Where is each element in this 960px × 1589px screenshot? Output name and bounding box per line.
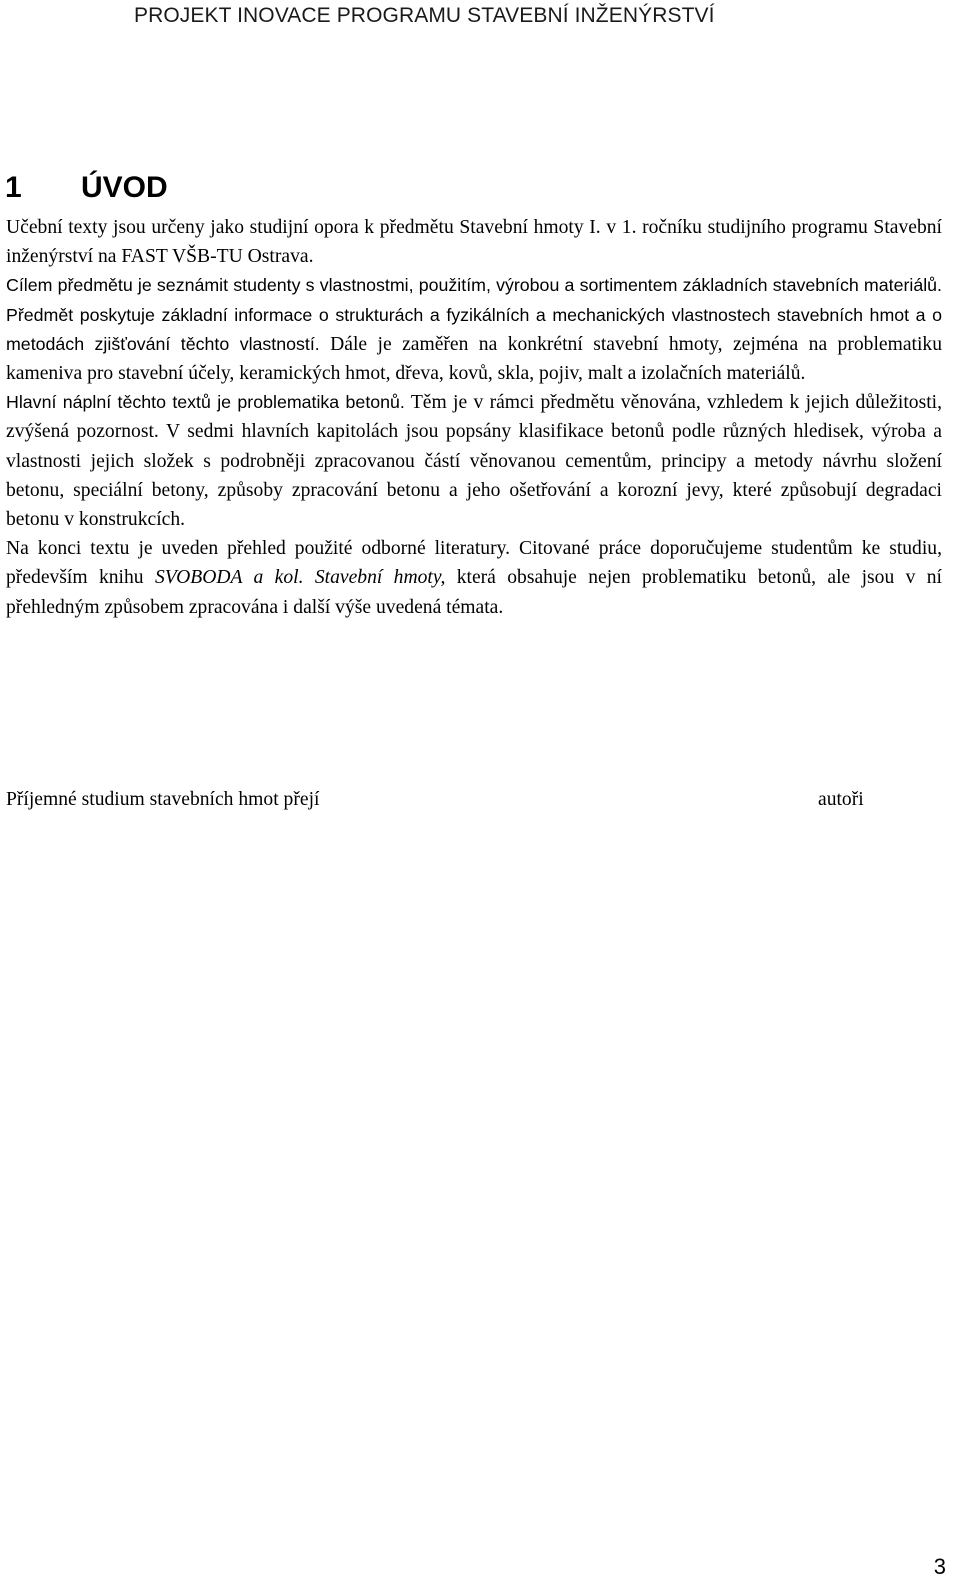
paragraph-concrete <box>6 388 942 534</box>
closing-line <box>6 785 942 814</box>
chapter-number: 1 <box>5 171 22 204</box>
closing-greeting: Příjemné studium stavebních hmot přejí <box>6 789 320 810</box>
page-number: 3 <box>933 1554 946 1579</box>
paragraph-concrete-sentence-3: V sedmi hlavních kapitolách jsou popsány klasifikace betonů podle různých hledisek, výroba a vlastnosti jejich složek s podrobněji zpracovanou částí věnovanou cementům, principy a metody návrhu složení betonu, speciální betony, způsoby zpracování betonu a jeho ošetřování a korozní jevy, které způsobují degradaci betonu v konstrukcích. <box>6 421 942 531</box>
paragraph-literature-text-2: která obsahuje nejen problematiku betonů, ale jsou v ní přehledným způsobem zpracována i další výše uvedená témata. <box>6 567 942 618</box>
paragraph-literature-text-1: Na konci textu je uveden přehled použité odborné literatury. Citované práce doporučujeme studentům ke studiu, především knihu <box>6 538 942 589</box>
paragraph-literature <box>6 534 942 622</box>
paragraph-concrete-sentence-2: Těm je v rámci předmětu věnována, vzhledem k jejich důležitosti, zvýšená pozornost. <box>6 392 942 443</box>
chapter-body <box>6 213 942 622</box>
paragraph-intro: Učební texty jsou určeny jako studijní opora k předmětu Stavební hmoty I. v 1. ročníku studijního programu Stavební inženýrství na FAST VŠB-TU Ostrava. <box>6 217 942 268</box>
chapter-title: ÚVOD <box>81 171 168 204</box>
chapter-heading <box>5 171 168 205</box>
running-header: PROJEKT INOVACE PROGRAMU STAVEBNÍ INŽENÝRSTVÍ <box>134 4 715 27</box>
paragraph-goals-sentence-3: Dále je zaměřen na konkrétní stavební hmoty, zejména na problematiku kameniva pro stavební účely, keramických hmot, dřeva, kovů, skla, pojiv, malt a izolačních materiálů. <box>6 333 943 385</box>
book-citation: SVOBODA a kol. Stavební hmoty, <box>154 567 446 589</box>
closing-signature: autoři <box>818 789 864 810</box>
paragraph-concrete-sentence-1: Hlavní náplní těchto textů je problematika betonů. <box>6 392 405 413</box>
paragraph-goals-sentence-2: Předmět poskytuje základní informace o strukturách a fyzikálních a mechanických vlastnostech stavebních hmot a o metodách zjišťování těchto vlastností. <box>6 304 942 354</box>
paragraph-goals-sentence-1: Cílem předmětu je seznámit studenty s vlastnostmi, použitím, výrobou a sortimentem základních stavebních materiálů. <box>6 275 942 296</box>
paragraph-goals <box>6 271 942 388</box>
